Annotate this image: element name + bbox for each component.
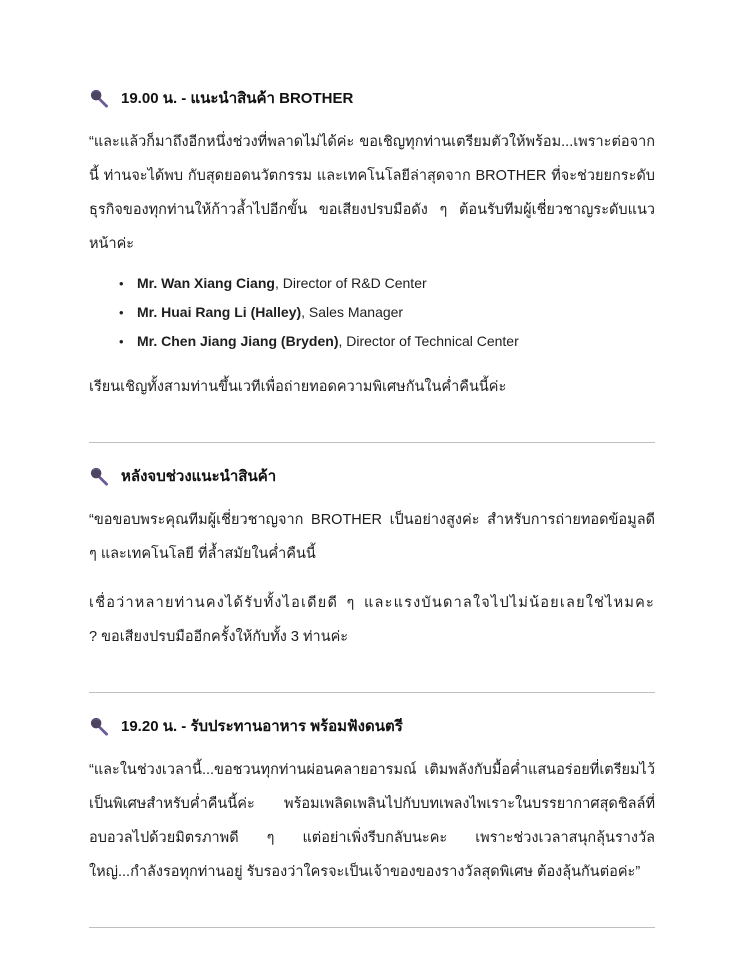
microphone-icon xyxy=(89,466,110,487)
section-1-paragraph: “และแล้วก็มาถึงอีกหนึ่งช่วงที่พลาดไม่ได้ค่ะ ขอเชิญทุกท่านเตรียมตัวให้พร้อม...เพราะต่อจากนี้ ท่านจะได้พบ กับสุดยอดนวัตกรรม และเทคโนโลยีล่าสุดจาก BROTHER ที่จะช่วยยกระดับธุรกิจของทุกท่านให้ก้าวล้ำไปอีกขั้น ขอเสียงปรบมือดัง ๆ ต้อนรับทีมผู้เชี่ยวชาญระดับแนวหน้าค่ะ xyxy=(89,134,655,252)
section-2-title: หลังจบช่วงแนะนำสินค้า xyxy=(121,468,277,485)
microphone-icon xyxy=(89,88,110,109)
microphone-icon xyxy=(89,716,110,737)
speaker-name: Mr. Chen Jiang Jiang (Bryden) xyxy=(137,333,339,349)
section-3-header xyxy=(89,714,655,738)
section-divider xyxy=(89,927,655,928)
section-2-paragraph-2: เชื่อว่าหลายท่านคงได้รับทั้งไอเดียดี ๆ และแรงบันดาลใจไปไม่น้อยเลยใช่ไหมคะ ? ขอเสียงปรบมืออีกครั้งให้กับทั้ง 3 ท่านค่ะ xyxy=(89,595,655,645)
section-divider xyxy=(89,692,655,693)
section-2-paragraph-1: “ขอขอบพระคุณทีมผู้เชี่ยวชาญจาก BROTHER เป็นอย่างสูงค่ะ สำหรับการถ่ายทอดข้อมูลดี ๆ และเทคโนโลยี ที่ล้ำสมัยในค่ำคืนนี้ xyxy=(89,512,655,562)
speaker-role: , Director of Technical Center xyxy=(338,333,519,349)
list-item xyxy=(119,298,655,327)
list-item xyxy=(119,269,655,298)
section-divider xyxy=(89,442,655,443)
section-1-title: 19.00 น. - แนะนำสินค้า BROTHER xyxy=(121,90,354,107)
list-item xyxy=(119,327,655,356)
speaker-name: Mr. Wan Xiang Ciang xyxy=(137,275,275,291)
speaker-list xyxy=(89,269,655,356)
speaker-role: , Director of R&D Center xyxy=(274,275,427,291)
section-3-title: 19.20 น. - รับประทานอาหาร พร้อมฟังดนตรี xyxy=(121,718,403,735)
speaker-role: , Sales Manager xyxy=(301,304,404,320)
section-1-header xyxy=(89,86,655,110)
section-1-closing: เรียนเชิญทั้งสามท่านขึ้นเวทีเพื่อถ่ายทอดความพิเศษกันในค่ำคืนนี้ค่ะ xyxy=(89,379,507,395)
section-2-header xyxy=(89,464,655,488)
speaker-name: Mr. Huai Rang Li (Halley) xyxy=(137,304,302,320)
section-3-paragraph: “และในช่วงเวลานี้...ขอชวนทุกท่านผ่อนคลายอารมณ์ เติมพลังกับมื้อค่ำแสนอร่อยที่เตรียมไว้เป็นพิเศษสำหรับค่ำคืนนี้ค่ะ พร้อมเพลิดเพลินไปกับบทเพลงไพเราะในบรรยากาศสุดชิลล์ที่อบอวลไปด้วยมิตรภาพดี ๆ แต่อย่าเพิ่งรีบกลับนะคะ เพราะช่วงเวลาสนุกลุ้นรางวัลใหญ่...กำลังรอทุกท่านอยู่ รับรองว่าใครจะเป็นเจ้าของของรางวัลสุดพิเศษ ต้องลุ้นกันต่อค่ะ” xyxy=(89,762,655,880)
